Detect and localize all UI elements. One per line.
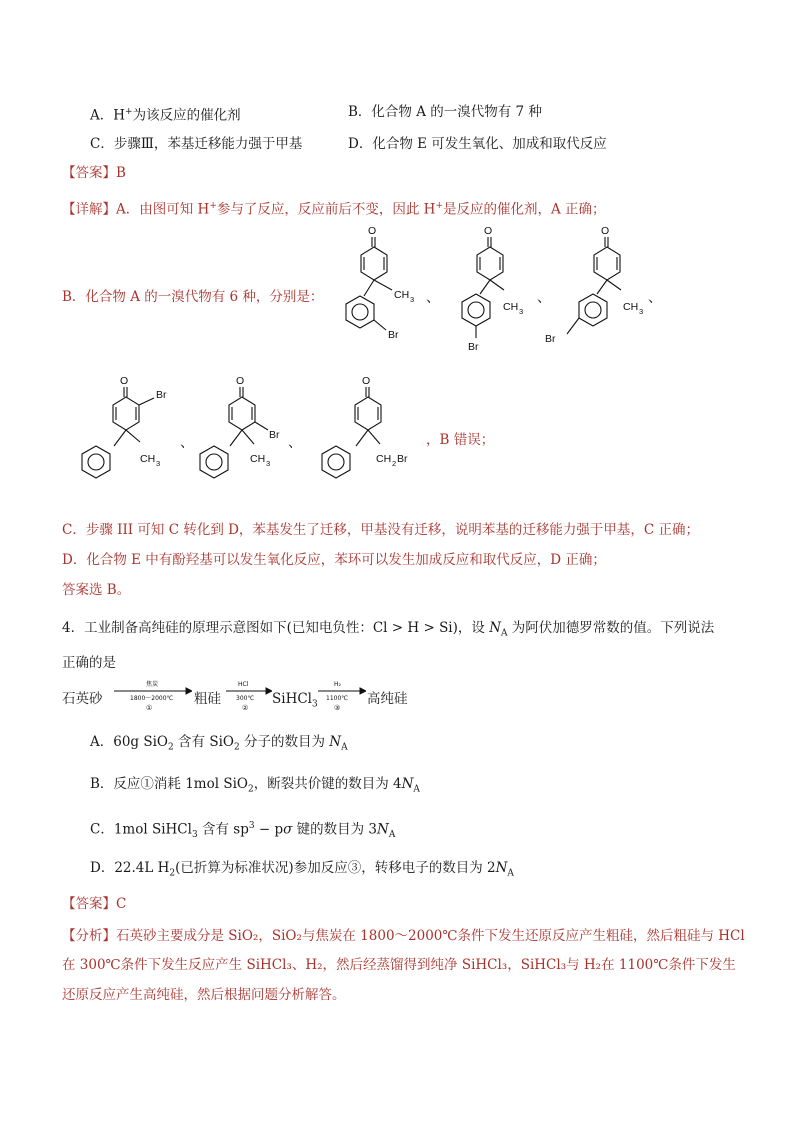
svg-text:CH: CH	[376, 453, 392, 465]
svg-text:Br: Br	[397, 453, 408, 465]
structure-meta-bromo	[440, 222, 550, 362]
b-wrong: ，B 错误；	[426, 432, 495, 448]
scheme-mid1: 粗硅	[194, 691, 221, 707]
q4-option-c: C．1mol SiHCl$_3$ 含有 $sp^3 - p\sigma$ 键的数目为 $3N_A$	[90, 821, 396, 841]
svg-text:CH: CH	[503, 301, 519, 313]
q3-detail-b: B．化合物 A 的一溴代物有 6 种，分别是：	[62, 289, 324, 305]
option-d: D．化合物 E 可发生氧化、加成和取代反应	[348, 136, 607, 152]
q4-analysis-2: 在 300℃条件下发生反应产生 SiHCl₃、H₂，然后经蒸馏得到纯净 SiHCl₃，SiHCl₃与 H₂在 1100℃条件下发生	[62, 957, 736, 973]
svg-text:3: 3	[410, 295, 415, 304]
svg-text:3: 3	[639, 307, 644, 316]
q3-answer: 【答案】B	[62, 165, 126, 181]
svg-text:CH: CH	[140, 453, 156, 465]
q3-detail-d: D．化合物 E 中有酚羟基可以发生氧化反应，苯环可以发生加成反应和取代反应，D 正确；	[62, 552, 606, 568]
svg-text:Br: Br	[269, 429, 280, 441]
atom-o: O	[368, 225, 377, 237]
q4-analysis-3: 还原反应产生高纯硅，然后根据问题分析解答。	[62, 987, 346, 1003]
svg-text:Br: Br	[468, 341, 479, 353]
svg-text:3: 3	[266, 459, 271, 468]
option-c: C．步骤Ⅲ，苯基迁移能力强于甲基	[90, 136, 303, 152]
svg-text:300℃: 300℃	[236, 695, 255, 702]
q4-answer: 【答案】C	[62, 896, 127, 912]
scheme-mid2: SiHCl$_3$	[272, 691, 318, 710]
option-b: B．化合物 A 的一溴代物有 7 种	[348, 104, 542, 120]
svg-text:①: ①	[146, 704, 153, 712]
structure-ring-bromo-alpha	[68, 368, 198, 508]
scheme-end: 高纯硅	[367, 691, 408, 707]
q3-detail-a: 【详解】A．由图可知 H+参与了反应，反应前后不变，因此 H+是反应的催化剂，A 正确；	[62, 201, 606, 218]
svg-text:1100℃: 1100℃	[326, 695, 349, 702]
svg-text:O: O	[120, 375, 129, 387]
structure-ortho-bromo	[330, 222, 440, 362]
svg-text:③: ③	[334, 704, 341, 712]
q4-option-d: D．22.4L $H_2$(已折算为标准状况)参加反应③，转移电子的数目为 $2N_A$	[90, 860, 514, 879]
svg-text:1800～2000℃: 1800～2000℃	[130, 695, 174, 702]
scheme-arrow-3	[316, 678, 366, 714]
svg-text:②: ②	[242, 704, 249, 712]
q3-conclusion: 答案选 B。	[62, 582, 131, 598]
scheme-start: 石英砂	[62, 691, 103, 707]
svg-text:CH: CH	[250, 453, 266, 465]
svg-text:O: O	[362, 375, 371, 387]
svg-text:CH: CH	[623, 301, 639, 313]
svg-text:3: 3	[156, 459, 161, 468]
scheme-arrow-2	[224, 678, 272, 714]
svg-text:Br: Br	[388, 329, 399, 341]
structure-ring-bromo-beta	[192, 368, 322, 508]
q4-option-b: B．反应①消耗 1mol SiO$_2$，断裂共价键的数目为 $4N_A$	[90, 776, 420, 795]
svg-text:O: O	[601, 225, 610, 237]
svg-text:H₂: H₂	[334, 681, 341, 688]
scheme-arrow-1	[112, 678, 192, 714]
q3-detail-c: C．步骤 III 可知 C 转化到 D，苯基发生了迁移，甲基没有迁移，说明苯基的迁移能力强于甲基，C 正确；	[62, 522, 700, 538]
svg-text:Br: Br	[545, 333, 556, 345]
q4-option-a: A．60g SiO$_2$ 含有 SiO$_2$ 分子的数目为 $N_A$	[90, 734, 348, 753]
q4-analysis-1: 【分析】石英砂主要成分是 SiO₂，SiO₂与焦炭在 1800～2000℃条件下发生还原反应产生粗硅，然后粗硅与 HCl	[62, 928, 745, 944]
q4-stem-line2: 正确的是	[62, 655, 116, 671]
svg-text:HCl: HCl	[238, 681, 249, 688]
option-a: A．H+为该反应的催化剂	[90, 107, 241, 124]
structure-para-bromo	[545, 222, 665, 362]
q4-stem: 4．工业制备高纯硅的原理示意图如下(已知电负性：Cl > H > Si)，设 $N_A$ 为阿伏加德罗常数的值。下列说法	[62, 620, 715, 639]
svg-text:2: 2	[392, 459, 397, 468]
svg-text:3: 3	[519, 307, 524, 316]
svg-text:CH: CH	[394, 289, 410, 301]
svg-text:焦炭: 焦炭	[146, 681, 159, 688]
svg-text:O: O	[236, 375, 245, 387]
svg-text:O: O	[484, 225, 493, 237]
svg-text:Br: Br	[156, 389, 167, 401]
structure-bromomethyl	[310, 368, 430, 508]
